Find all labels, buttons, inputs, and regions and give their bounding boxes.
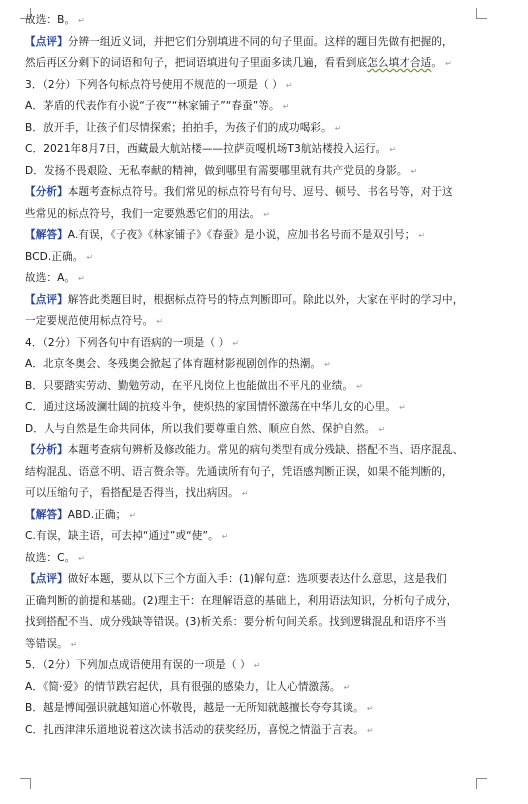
paragraph-mark-icon: ↵ [334,123,342,133]
text-line [25,569,495,591]
paragraph-mark-icon: ↵ [378,424,386,434]
text-line [25,505,495,527]
text-line [25,32,495,54]
line-text: 等错误。 [25,637,68,650]
line-text: ABD.正确； [67,508,127,521]
text-line [25,397,495,419]
line-text-end: 。 [431,57,443,69]
line-text: 找到搭配不当、成分残缺等错误。(3)析关系：要分析句间关系。找到逻辑混乱和语序不当 [25,616,447,628]
paragraph-mark-icon: ↵ [324,360,331,369]
paragraph-mark-icon: ↵ [410,166,418,176]
line-text: 本题考查标点符号。我们常见的标点符号有句号、逗号、顿号、书名号等，对于这 [67,186,453,198]
text-line [25,75,495,97]
text-line [25,333,495,355]
paragraph-mark-icon: ↵ [253,661,261,670]
text-line [25,311,495,333]
paragraph-mark-icon: ↵ [78,553,86,563]
paragraph-mark-icon: ↵ [418,231,426,240]
text-line [25,139,495,161]
line-text: A．北京冬奥会、冬残奥会掀起了体育题材影视剧创作的热潮。 [25,358,322,370]
text-line [25,354,495,376]
text-line [25,268,495,290]
paragraph-mark-icon: ↵ [78,274,85,283]
section-tag: 【点评】 [25,293,68,306]
line-text: 5．（2分）下列加点成语使用有误的一项是（ ） [25,659,251,671]
section-tag: 【解答】 [25,508,68,521]
line-text: 做好本题，要从以下三个方面入手：(1)解句意：选项要表达什么意思，这是我们 [67,573,447,585]
text-line [25,290,495,312]
text-line [25,526,495,548]
line-text: A．茅盾的代表作有小说“子夜”“林家铺子”“春蚕”等。 [25,100,280,112]
paragraph-mark-icon: ↵ [86,252,94,262]
paragraph-mark-icon: ↵ [129,510,137,520]
line-text: B．越是博闻强识就越知道心怀敬畏，越是一无所知就越擅长夸夸其谈。 [25,702,364,714]
paragraph-mark-icon: ↵ [356,381,363,391]
document-body [25,10,495,741]
line-text: C．通过这场波澜壮阔的抗疫斗争，使炽热的家国情怀激荡在中华儿女的心里。 [25,401,397,413]
text-line [25,462,495,484]
section-tag: 【点评】 [25,573,68,585]
text-line [25,182,495,204]
line-text: 本题考查病句辨析及修改能力。常见的病句类型有成分残缺、搭配不当、语序混乱、 [67,444,464,456]
text-line [25,96,495,118]
text-line [25,548,495,570]
line-text: A．《简·爱》的情节跌宕起伏，具有很强的感染力，让人心情激荡。 [25,680,341,693]
paragraph-mark-icon: ↵ [285,80,293,90]
paragraph-mark-icon: ↵ [78,16,85,25]
text-line [25,591,495,613]
line-text: 4．（2分）下列各句中有语病的一项是（ ） [25,336,230,349]
text-line [25,10,495,32]
line-text: BCD.正确。 [25,250,84,263]
paragraph-mark-icon: ↵ [445,59,452,68]
line-text: C．2021年8月7日，西藏最大航站楼——拉萨贡嘎机场T3航站楼投入运行。 [25,143,387,155]
line-text: 故选：B。 [25,14,76,26]
line-text: 结构混乱、语意不明、语言赘余等。先通读所有句子，凭语感判断正误，如果不能判断的， [25,465,453,478]
text-line [25,720,495,742]
crop-mark-bottom-right [476,778,487,789]
line-text: A.有误，《子夜》《林家铺子》《春蚕》是小说，应加书名号而不是双引号； [67,229,416,241]
paragraph-mark-icon: ↵ [70,639,78,649]
section-tag: 【点评】 [25,35,68,48]
line-text: C.有误，缺主语，可去掉“通过”或“使”。 [25,530,219,542]
line-text: 正确判断的前提和基础。(2)理主干：在理解语意的基础上，利用语法知识，分析句子成分， [25,594,458,607]
text-line [25,247,495,269]
underlined-text: 怎么填才合适 [367,57,432,69]
text-line [25,655,495,677]
text-line [25,483,495,505]
paragraph-mark-icon: ↵ [232,338,240,348]
line-text: B．只要踏实劳动、勤勉劳动，在平凡岗位上也能做出不平凡的业绩。 [25,379,354,392]
text-line [25,225,495,247]
text-line [25,204,495,226]
line-text: 可以压缩句子，看搭配是否得当，找出病因。 [25,487,239,499]
paragraph-mark-icon: ↵ [366,704,374,713]
paragraph-mark-icon: ↵ [282,102,290,111]
text-line [25,440,495,462]
line-text: 故选：A。 [25,272,76,284]
line-text: 然后再区分剩下的词语和句子，把词语填进句子里面多读几遍，看看到底 [25,57,368,69]
paragraph-mark-icon: ↵ [156,317,164,326]
text-line [25,419,495,441]
text-line [25,376,495,398]
section-tag: 【分析】 [25,444,68,456]
crop-mark-bottom-left [20,778,31,789]
paragraph-mark-icon: ↵ [399,403,406,412]
paragraph-mark-icon: ↵ [221,532,229,541]
line-text: C．扎西津津乐道地说着这次读书活动的获奖经历，喜悦之情溢于言表。 [25,723,365,736]
paragraph-mark-icon: ↵ [389,145,397,154]
line-text: 分辨一组近义词，并把它们分别填进不同的句子里面。这样的题目先做有把握的， [67,35,453,48]
text-line [25,53,495,75]
paragraph-mark-icon: ↵ [263,209,271,219]
line-text: B．放开手，让孩子们尽情探索；拍拍手，为孩子们的成功喝彩。 [25,121,332,134]
text-line [25,634,495,656]
paragraph-mark-icon: ↵ [343,682,351,692]
line-text: 解答此类题目时，根据标点符号的特点判断即可。除此以外，大家在平时的学习中， [67,293,464,306]
line-text: D．发扬不畏艰险、无私奉献的精神，做到哪里有需要哪里就有共产党员的身影。 [25,164,408,177]
text-line [25,612,495,634]
text-line [25,677,495,699]
paragraph-mark-icon: ↵ [367,725,374,735]
text-line [25,118,495,140]
line-text: 故选：C。 [25,551,76,564]
text-line [25,161,495,183]
text-line [25,698,495,720]
section-tag: 【分析】 [25,186,68,198]
line-text: 一定要规范使用标点符号。 [25,315,154,327]
paragraph-mark-icon: ↵ [241,489,249,498]
line-text: 3．（2分）下列各句标点符号使用不规范的一项是（ ） [25,78,283,91]
line-text: D．人与自然是生命共同体，所以我们要尊重自然、顺应自然、保护自然。 [25,422,376,435]
section-tag: 【解答】 [25,229,68,241]
line-text: 些常见的标点符号，我们一定要熟悉它们的用法。 [25,207,261,220]
